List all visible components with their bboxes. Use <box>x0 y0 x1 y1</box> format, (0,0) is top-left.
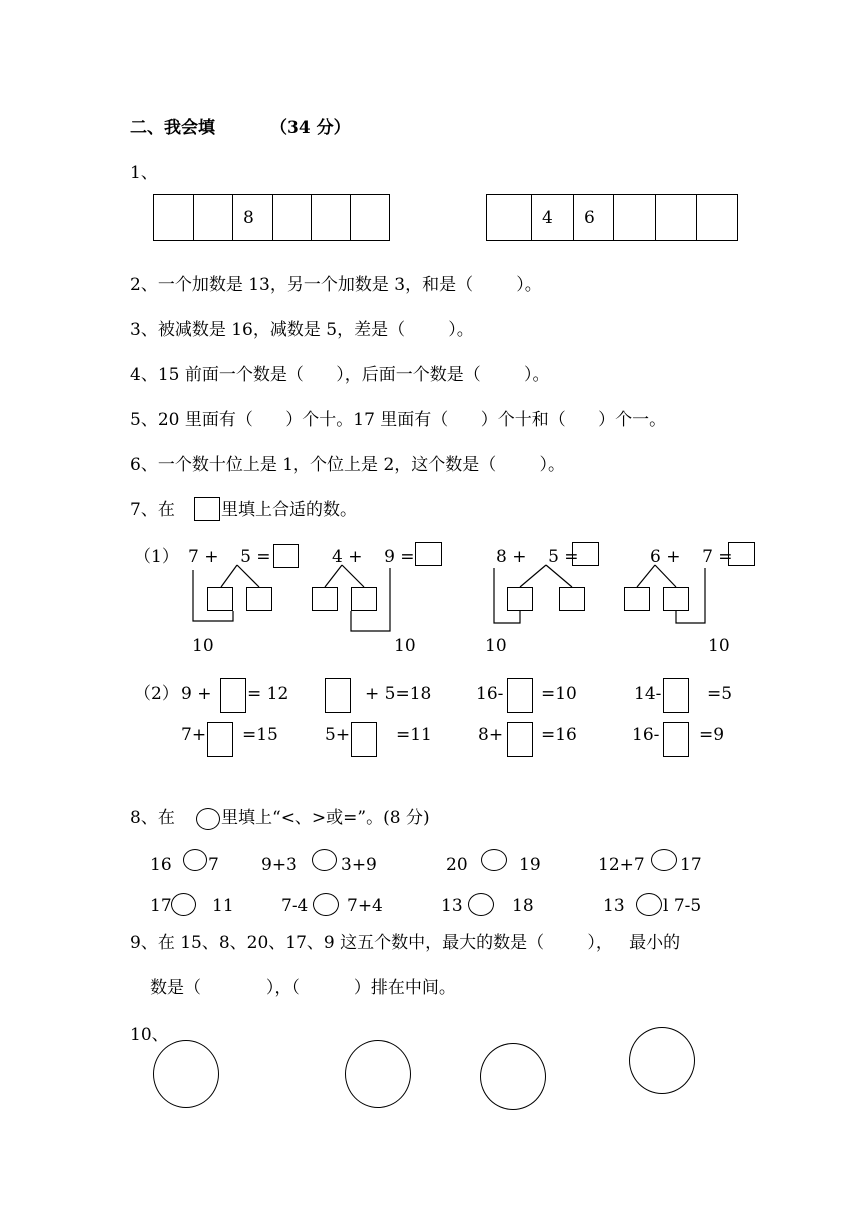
question-2: 2、一个加数是 13，另一个加数是 3，和是（ ）。 <box>130 275 542 295</box>
compare-circle[interactable] <box>651 849 677 871</box>
eq-text: =11 <box>396 725 432 745</box>
cmp-left: 12+7 <box>598 855 645 875</box>
grid-cell: 4 <box>532 195 574 240</box>
grid-cell: 6 <box>574 195 614 240</box>
section-score: （34 分） <box>270 118 351 138</box>
question-5: 5、20 里面有（ ）个十。17 里面有（ ）个十和（ ）个一。 <box>130 410 667 430</box>
eq-text: =9 <box>699 725 725 745</box>
large-circle[interactable] <box>629 1027 695 1094</box>
eq-text: 14- <box>634 684 662 704</box>
eq-text: =16 <box>541 725 577 745</box>
compare-circle[interactable] <box>171 893 196 916</box>
large-circle[interactable] <box>153 1040 219 1108</box>
eq-text: 9 + <box>181 684 212 704</box>
answer-box[interactable] <box>325 678 351 713</box>
eq-text: =5 <box>707 684 733 704</box>
q1-number: 1、 <box>130 163 158 183</box>
question-3: 3、被减数是 16，减数是 5，差是（ ）。 <box>130 320 474 340</box>
ten-label: 10 <box>394 636 416 656</box>
eq-text: =15 <box>242 725 278 745</box>
cmp-left: 9+3 <box>261 855 297 875</box>
cmp-left: 20 <box>446 855 468 875</box>
answer-box[interactable] <box>663 722 689 757</box>
cmp-right: 17 <box>680 855 702 875</box>
answer-box[interactable] <box>207 722 233 757</box>
grid-cell: 8 <box>233 195 273 240</box>
cmp-right: 3+9 <box>341 855 377 875</box>
eq-text: 16- <box>632 725 660 745</box>
circle-sample <box>196 808 220 830</box>
cmp-right: l 7-5 <box>663 896 702 916</box>
answer-box[interactable] <box>507 722 533 757</box>
eq-text: 7+ <box>181 725 207 745</box>
ten-label: 10 <box>485 636 507 656</box>
cmp-left: 16 <box>150 855 172 875</box>
section-title: 二、我会填 <box>130 118 215 138</box>
compare-circle[interactable] <box>468 893 494 916</box>
answer-box[interactable] <box>507 678 533 713</box>
eq-text: + 5=18 <box>365 684 432 704</box>
cmp-left: 7-4 <box>281 896 309 916</box>
question-4: 4、15 前面一个数是（ ），后面一个数是（ ）。 <box>130 365 550 385</box>
cmp-right: 7+4 <box>347 896 383 916</box>
compare-circle[interactable] <box>183 849 207 871</box>
q7-suffix: 里填上合适的数。 <box>221 500 357 520</box>
question-6: 6、一个数十位上是 1，个位上是 2，这个数是（ ）。 <box>130 455 565 475</box>
compare-circle[interactable] <box>636 893 662 916</box>
cmp-right: 7 <box>208 855 219 875</box>
large-circle[interactable] <box>345 1040 411 1108</box>
q10-number: 10、 <box>130 1025 169 1045</box>
q9-line1: 9、在 15、8、20、17、9 这五个数中，最大的数是（ ）， 最小的 <box>130 933 681 953</box>
q7-eq4: 6 + 7 = <box>650 547 733 567</box>
q7-eq2: 4 + 9 = <box>332 547 415 567</box>
answer-box[interactable] <box>351 722 377 757</box>
q7-part2-label: （2） <box>134 684 179 704</box>
eq-text: = 12 <box>247 684 289 704</box>
large-circle[interactable] <box>480 1043 546 1110</box>
answer-box[interactable] <box>220 678 246 713</box>
compare-circle[interactable] <box>481 849 507 871</box>
eq-text: 8+ <box>478 725 504 745</box>
q7-prefix: 7、在 <box>130 500 175 520</box>
q7-eq3: 8 + 5 = <box>496 547 579 567</box>
cmp-right: 19 <box>519 855 541 875</box>
cmp-right: 18 <box>512 896 534 916</box>
q8-prefix: 8、在 <box>130 808 175 828</box>
q9-line2: 数是（ ），（ ）排在中间。 <box>150 978 456 998</box>
eq-text: 16- <box>476 684 504 704</box>
compare-circle[interactable] <box>313 893 339 916</box>
compare-circle[interactable] <box>312 849 337 871</box>
q7-part1-label: （1） <box>134 547 179 567</box>
cmp-right: 11 <box>212 896 234 916</box>
eq-text: =10 <box>541 684 577 704</box>
q7-eq1: 7 + 5 = <box>188 547 271 567</box>
q8-suffix: 里填上“<、>或=”。(8 分) <box>221 808 430 828</box>
answer-box[interactable] <box>663 678 689 713</box>
cmp-left: 17 <box>150 896 172 916</box>
cmp-left: 13 <box>603 896 625 916</box>
cmp-left: 13 <box>441 896 463 916</box>
eq-text: 5+ <box>325 725 351 745</box>
ten-label: 10 <box>708 636 730 656</box>
ten-label: 10 <box>192 636 214 656</box>
